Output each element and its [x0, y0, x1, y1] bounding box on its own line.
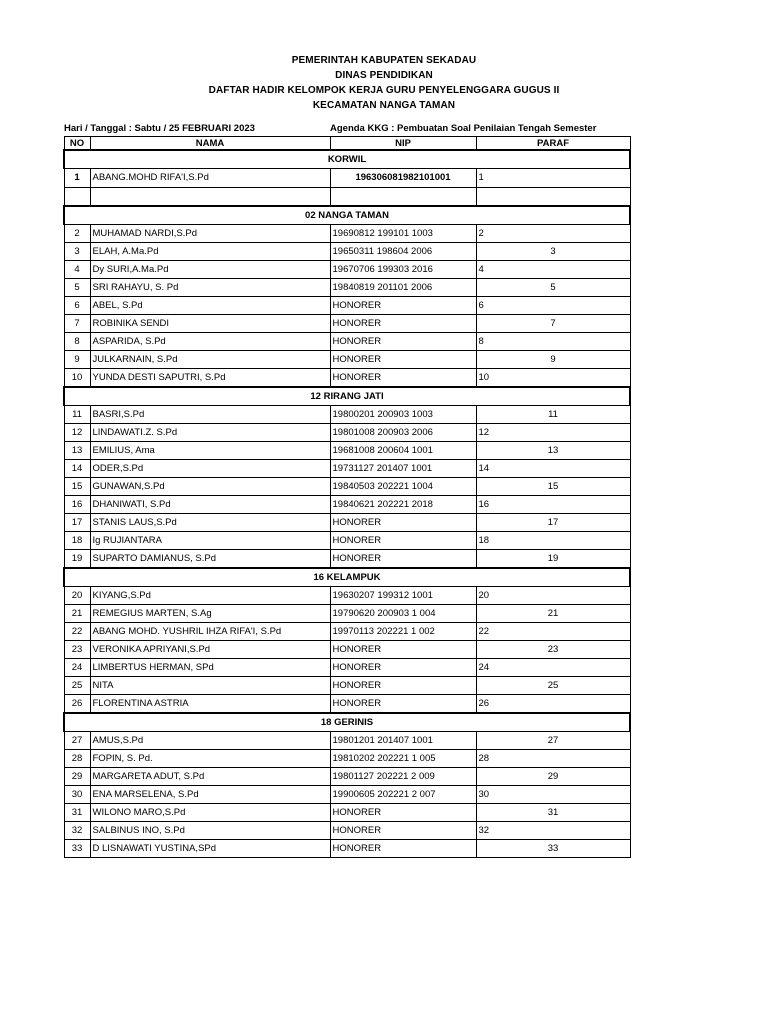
meeting-date: Hari / Tanggal : Sabtu / 25 FEBRUARI 2023 — [64, 123, 255, 134]
row-paraf: 18 — [476, 532, 630, 550]
table-row — [64, 677, 630, 695]
section-title: 16 KELAMPUK — [64, 568, 630, 587]
row-no: 8 — [64, 333, 90, 351]
section-title: KORWIL — [64, 150, 630, 169]
row-no: 17 — [64, 514, 90, 532]
row-no: 26 — [64, 695, 90, 714]
row-paraf: 9 — [476, 351, 630, 369]
row-no: 15 — [64, 478, 90, 496]
row-nip: 19790620 200903 1 004 — [330, 605, 476, 623]
table-header-row — [64, 137, 630, 151]
row-no: 21 — [64, 605, 90, 623]
row-nama: DHANIWATI, S.Pd — [90, 496, 330, 514]
row-nama: ENA MARSELENA, S.Pd — [90, 786, 330, 804]
row-paraf: 32 — [476, 822, 630, 840]
row-no: 11 — [64, 406, 90, 424]
row-no: 13 — [64, 442, 90, 460]
row-nip: HONORER — [330, 804, 476, 822]
table-row — [64, 587, 630, 605]
column-header-paraf: PARAF — [476, 137, 630, 151]
row-nama: ELAH, A.Ma.Pd — [90, 243, 330, 261]
section-title: 02 NANGA TAMAN — [64, 206, 630, 225]
row-no: 30 — [64, 786, 90, 804]
row-paraf: 14 — [476, 460, 630, 478]
header-government: PEMERINTAH KABUPATEN SEKADAU — [291, 55, 477, 66]
row-no: 3 — [64, 243, 90, 261]
table-row — [64, 514, 630, 532]
row-nama: WILONO MARO,S.Pd — [90, 804, 330, 822]
section-title: 18 GERINIS — [64, 713, 630, 732]
row-nama: BASRI,S.Pd — [90, 406, 330, 424]
row-nama: ASPARIDA, S.Pd — [90, 333, 330, 351]
row-nip: HONORER — [330, 351, 476, 369]
row-paraf: 30 — [476, 786, 630, 804]
row-no: 5 — [64, 279, 90, 297]
table-row — [64, 279, 630, 297]
row-paraf: 20 — [476, 587, 630, 605]
row-no: 19 — [64, 550, 90, 569]
row-paraf: 22 — [476, 623, 630, 641]
row-nip: HONORER — [330, 333, 476, 351]
row-nama: YUNDA DESTI SAPUTRI, S.Pd — [90, 369, 330, 388]
table-row — [64, 333, 630, 351]
row-nama: ROBINIKA SENDI — [90, 315, 330, 333]
table-row — [64, 605, 630, 623]
table-row — [64, 659, 630, 677]
row-no: 18 — [64, 532, 90, 550]
table-row — [64, 840, 630, 858]
table-row — [64, 369, 630, 388]
table-row — [64, 351, 630, 369]
row-nama: ODER,S.Pd — [90, 460, 330, 478]
header-department: DINAS PENDIDIKAN — [335, 70, 433, 81]
empty-row — [64, 188, 630, 207]
table-row — [64, 732, 630, 750]
table-row — [64, 315, 630, 333]
meeting-agenda: Agenda KKG : Pembuatan Soal Penilaian Tengah Semester — [330, 123, 597, 134]
row-paraf: 33 — [476, 840, 630, 858]
table-row — [64, 768, 630, 786]
row-nip: HONORER — [330, 532, 476, 550]
empty-cell — [64, 188, 90, 207]
table-row — [64, 478, 630, 496]
row-nip: 196306081982101001 — [330, 169, 476, 188]
table-row — [64, 243, 630, 261]
header-district: KECAMATAN NANGA TAMAN — [312, 100, 456, 111]
row-nip: 19840503 202221 1004 — [330, 478, 476, 496]
row-nama: VERONIKA APRIYANI,S.Pd — [90, 641, 330, 659]
row-no: 20 — [64, 587, 90, 605]
table-row — [64, 496, 630, 514]
table-row — [64, 550, 630, 569]
row-paraf: 21 — [476, 605, 630, 623]
row-nama: SUPARTO DAMIANUS, S.Pd — [90, 550, 330, 569]
row-paraf: 28 — [476, 750, 630, 768]
table-row — [64, 532, 630, 550]
row-nama: GUNAWAN,S.Pd — [90, 478, 330, 496]
row-paraf: 7 — [476, 315, 630, 333]
row-nama: FLORENTINA ASTRIA — [90, 695, 330, 714]
table-row — [64, 822, 630, 840]
row-paraf: 5 — [476, 279, 630, 297]
row-nip: HONORER — [330, 297, 476, 315]
table-row — [64, 695, 630, 714]
row-no: 27 — [64, 732, 90, 750]
section-header-korwil — [64, 150, 630, 169]
row-no: 7 — [64, 315, 90, 333]
row-nip: 19630207 199312 1001 — [330, 587, 476, 605]
row-nip: 19900605 202221 2 007 — [330, 786, 476, 804]
row-no: 22 — [64, 623, 90, 641]
row-nama: Ig RUJIANTARA — [90, 532, 330, 550]
row-nip: HONORER — [330, 677, 476, 695]
row-nama: STANIS LAUS,S.Pd — [90, 514, 330, 532]
row-no: 16 — [64, 496, 90, 514]
row-nama: NITA — [90, 677, 330, 695]
row-paraf: 25 — [476, 677, 630, 695]
row-nip: 19840621 202221 2018 — [330, 496, 476, 514]
row-paraf: 2 — [476, 225, 630, 243]
row-nama: EMILIUS, Ama — [90, 442, 330, 460]
row-nip: HONORER — [330, 369, 476, 388]
row-nip: 19801008 200903 2006 — [330, 424, 476, 442]
table-row — [64, 442, 630, 460]
empty-cell — [90, 188, 330, 207]
table-row — [64, 406, 630, 424]
row-paraf: 12 — [476, 424, 630, 442]
table-row — [64, 786, 630, 804]
row-no: 28 — [64, 750, 90, 768]
row-paraf: 4 — [476, 261, 630, 279]
row-nama: FOPIN, S. Pd. — [90, 750, 330, 768]
table-row — [64, 750, 630, 768]
row-nip: 19970113 202221 1 002 — [330, 623, 476, 641]
header-title: DAFTAR HADIR KELOMPOK KERJA GURU PENYELENGGARA GUGUS II — [208, 85, 560, 96]
row-nama: MUHAMAD NARDI,S.Pd — [90, 225, 330, 243]
row-no: 24 — [64, 659, 90, 677]
row-paraf: 26 — [476, 695, 630, 714]
row-nip: HONORER — [330, 641, 476, 659]
row-nama: D LISNAWATI YUSTINA,SPd — [90, 840, 330, 858]
row-nip: 19731127 201407 1001 — [330, 460, 476, 478]
row-nip: HONORER — [330, 695, 476, 714]
row-nip: 19800201 200903 1003 — [330, 406, 476, 424]
row-nama: KIYANG,S.Pd — [90, 587, 330, 605]
row-nama: Dy SURI,A.Ma.Pd — [90, 261, 330, 279]
document-header — [0, 53, 768, 113]
attendance-table — [63, 136, 631, 858]
row-no: 31 — [64, 804, 90, 822]
row-nip: 19801201 201407 1001 — [330, 732, 476, 750]
row-paraf: 13 — [476, 442, 630, 460]
row-nama: LINDAWATI.Z. S.Pd — [90, 424, 330, 442]
row-nama: AMUS,S.Pd — [90, 732, 330, 750]
table-row — [64, 623, 630, 641]
row-nip: HONORER — [330, 822, 476, 840]
table-row — [64, 424, 630, 442]
column-header-no: NO — [64, 137, 90, 151]
row-nip: 19650311 198604 2006 — [330, 243, 476, 261]
row-nip: 19670706 199303 2016 — [330, 261, 476, 279]
row-nama: SRI RAHAYU, S. Pd — [90, 279, 330, 297]
row-nip: HONORER — [330, 840, 476, 858]
row-nip: 19840819 201101 2006 — [330, 279, 476, 297]
table-row — [64, 641, 630, 659]
table-row — [64, 804, 630, 822]
row-no: 9 — [64, 351, 90, 369]
row-paraf: 11 — [476, 406, 630, 424]
section-header — [64, 713, 630, 732]
row-paraf: 17 — [476, 514, 630, 532]
row-paraf: 23 — [476, 641, 630, 659]
row-nip: 19681008 200604 1001 — [330, 442, 476, 460]
row-paraf: 24 — [476, 659, 630, 677]
table-row — [64, 460, 630, 478]
row-paraf: 1 — [476, 169, 630, 188]
row-nip: 19810202 202221 1 005 — [330, 750, 476, 768]
row-no: 29 — [64, 768, 90, 786]
row-paraf: 6 — [476, 297, 630, 315]
section-title: 12 RIRANG JATI — [64, 387, 630, 406]
row-paraf: 10 — [476, 369, 630, 388]
row-no: 12 — [64, 424, 90, 442]
row-no: 33 — [64, 840, 90, 858]
section-header — [64, 387, 630, 406]
row-nip: HONORER — [330, 514, 476, 532]
table-row — [64, 225, 630, 243]
row-nip: HONORER — [330, 550, 476, 569]
row-nama: ABANG MOHD. YUSHRIL IHZA RIFA'I, S.Pd — [90, 623, 330, 641]
row-nip: 19801127 202221 2 009 — [330, 768, 476, 786]
row-paraf: 8 — [476, 333, 630, 351]
table-row — [64, 169, 630, 188]
row-nip: HONORER — [330, 659, 476, 677]
row-nama: LIMBERTUS HERMAN, SPd — [90, 659, 330, 677]
row-nama: ABANG.MOHD RIFA'I,S.Pd — [90, 169, 330, 188]
row-paraf: 19 — [476, 550, 630, 569]
row-nip: 19690812 199101 1003 — [330, 225, 476, 243]
row-nama: ABEL, S.Pd — [90, 297, 330, 315]
meeting-info — [0, 123, 768, 137]
row-no: 14 — [64, 460, 90, 478]
row-paraf: 31 — [476, 804, 630, 822]
section-header — [64, 206, 630, 225]
row-no: 1 — [64, 169, 90, 188]
row-no: 25 — [64, 677, 90, 695]
row-no: 2 — [64, 225, 90, 243]
row-no: 32 — [64, 822, 90, 840]
row-nama: REMEGIUS MARTEN, S.Ag — [90, 605, 330, 623]
row-nama: MARGARETA ADUT, S.Pd — [90, 768, 330, 786]
row-no: 4 — [64, 261, 90, 279]
table-row — [64, 261, 630, 279]
empty-cell — [476, 188, 630, 207]
section-header — [64, 568, 630, 587]
row-nip: HONORER — [330, 315, 476, 333]
column-header-nip: NIP — [330, 137, 476, 151]
row-nama: SALBINUS INO, S.Pd — [90, 822, 330, 840]
row-no: 10 — [64, 369, 90, 388]
row-no: 6 — [64, 297, 90, 315]
column-header-nama: NAMA — [90, 137, 330, 151]
row-paraf: 15 — [476, 478, 630, 496]
row-no: 23 — [64, 641, 90, 659]
row-paraf: 27 — [476, 732, 630, 750]
row-paraf: 16 — [476, 496, 630, 514]
table-row — [64, 297, 630, 315]
empty-cell — [330, 188, 476, 207]
row-nama: JULKARNAIN, S.Pd — [90, 351, 330, 369]
row-paraf: 3 — [476, 243, 630, 261]
row-paraf: 29 — [476, 768, 630, 786]
